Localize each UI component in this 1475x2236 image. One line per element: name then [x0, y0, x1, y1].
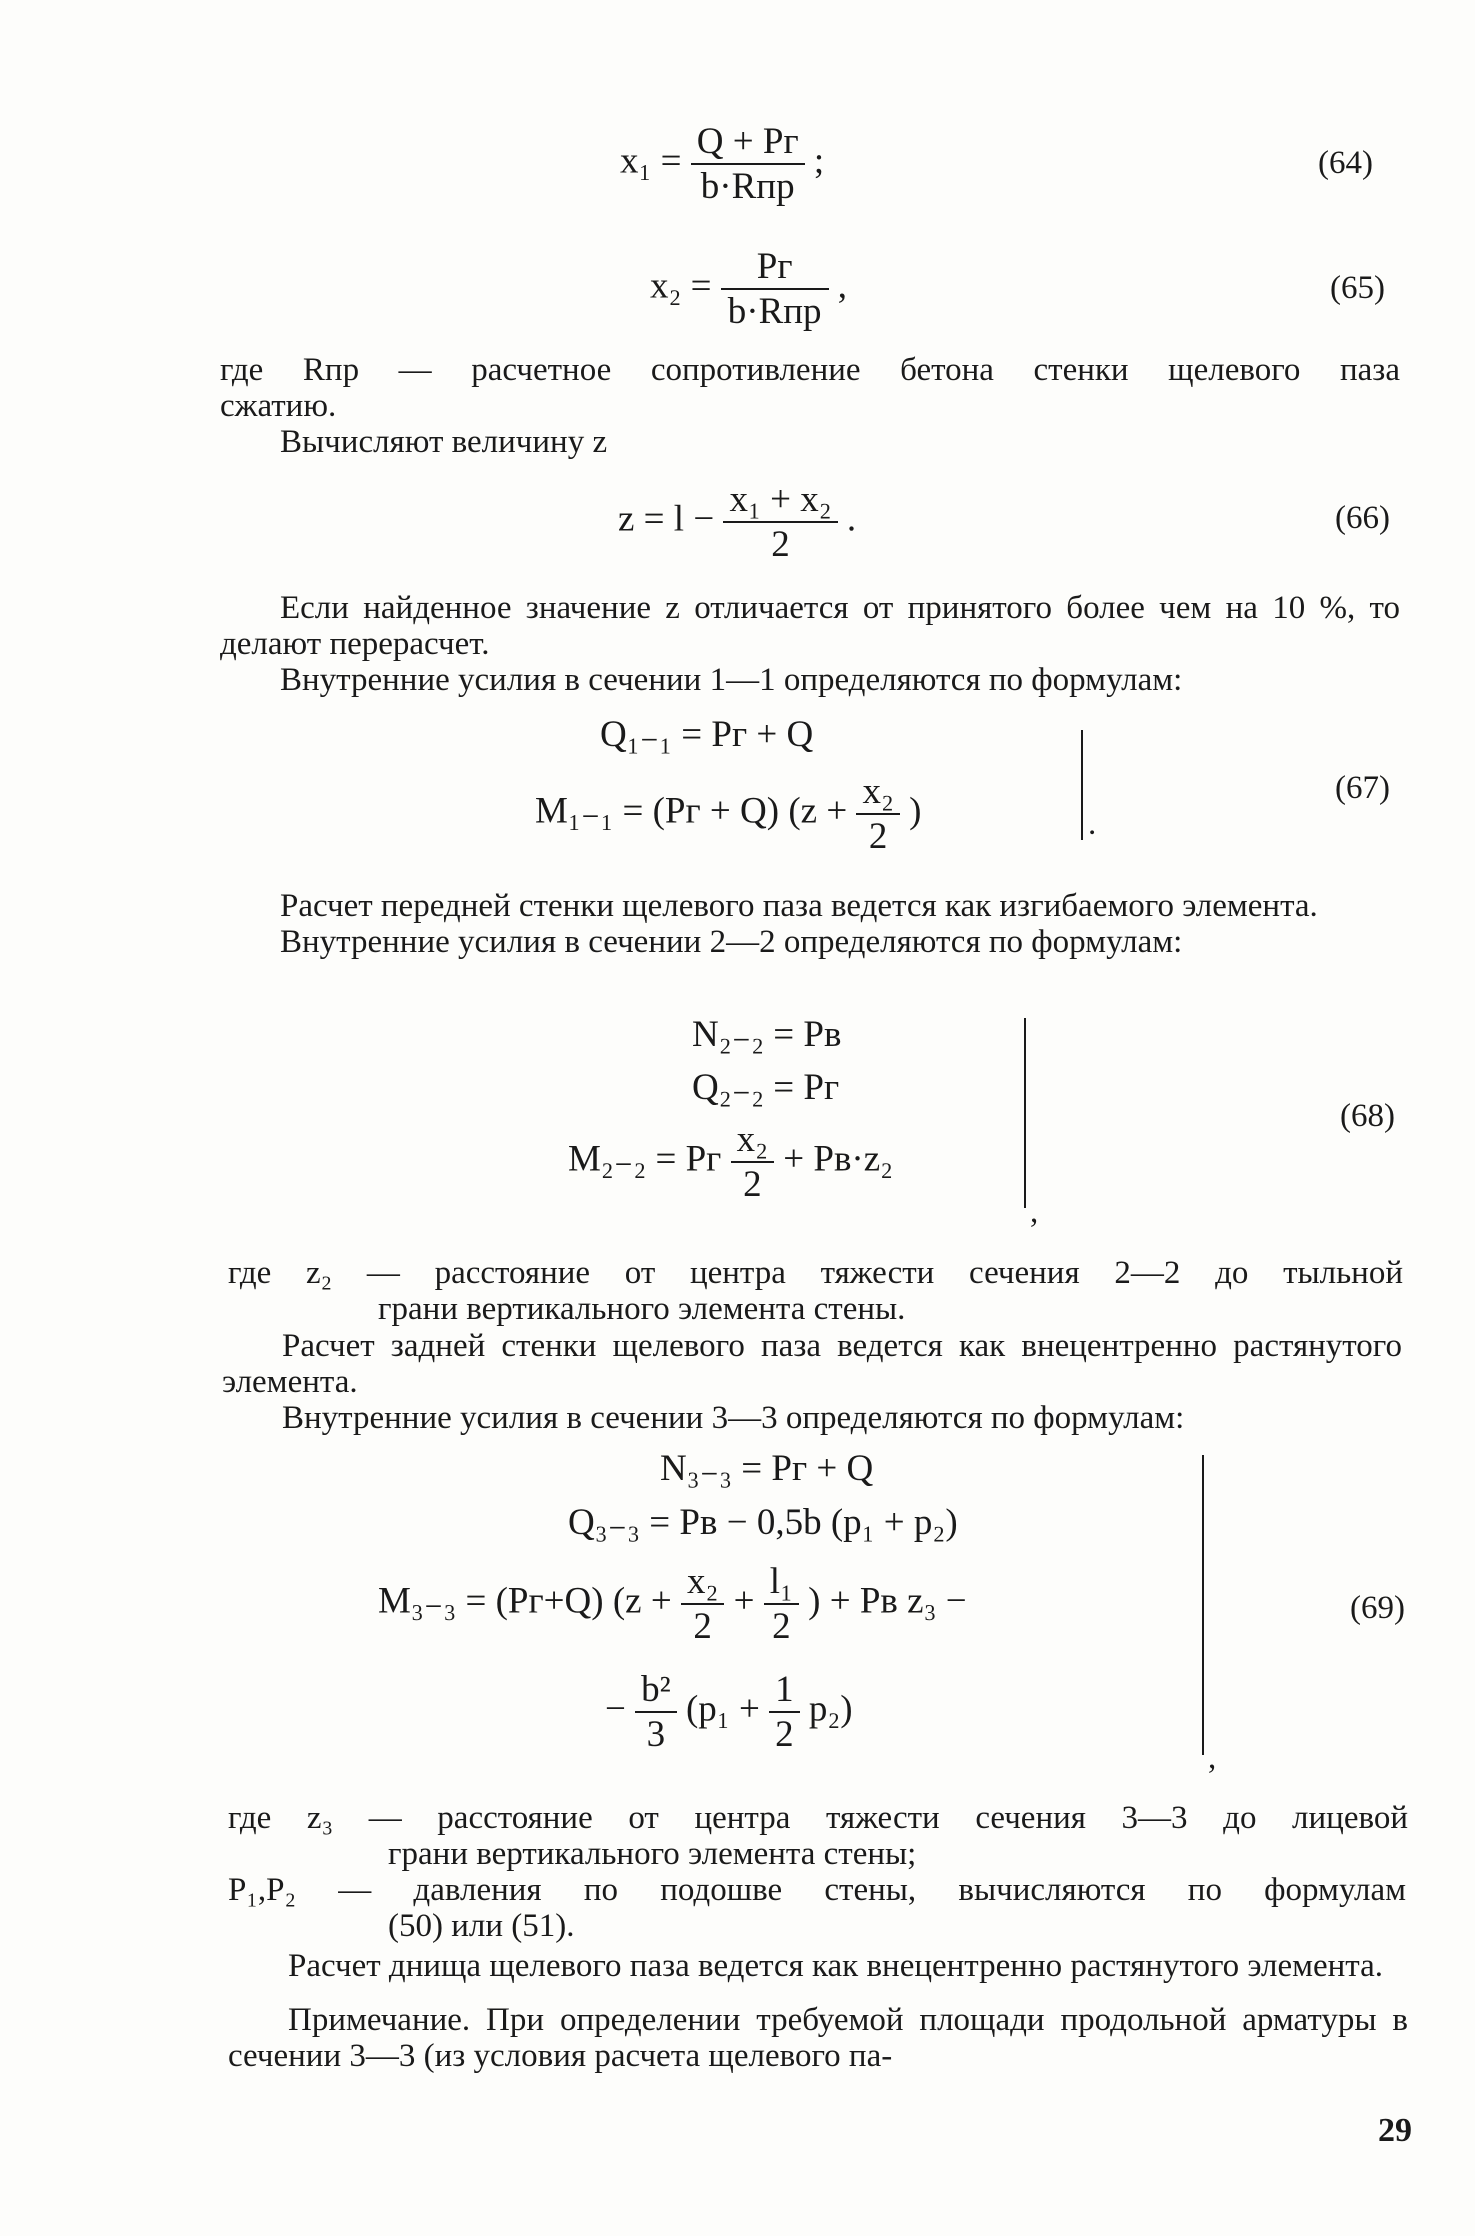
eq69-line-1: N₃₋₃ = Pг + Q [660, 1448, 874, 1489]
eq68-punct: , [1030, 1194, 1039, 1230]
eq64-lhs: x₁ = [620, 140, 682, 182]
eq68-line3-b: + Pв·z₂ [783, 1138, 894, 1180]
eq69-denominator-4: 2 [775, 1714, 794, 1755]
eq69-plus: + [733, 1580, 755, 1622]
eq67-numerator: x₂ [856, 770, 899, 815]
para-z2-definition-end: грани вертикального элемента стены. [378, 1291, 906, 1327]
eq64-numerator: Q + Pг [691, 120, 805, 165]
eq66-numerator: x₁ + x₂ [723, 478, 837, 523]
text-block-5 [222, 1328, 1402, 1436]
eq69-punct: , [1208, 1740, 1217, 1776]
eq67-punct: . [1088, 806, 1097, 842]
para-front-wall: Расчет передней стенки щелевого паза ведется как изгибаемого элемента. [280, 888, 1318, 924]
para-section-1-1: Внутренние усилия в сечении 1—1 определяются по формулам: [280, 662, 1183, 698]
eq68-line3-a: M₂₋₂ = Pг [568, 1138, 722, 1180]
eq68-denominator: 2 [743, 1164, 762, 1205]
eq66-number: (66) [1335, 500, 1390, 536]
eq69-line-2: Q₃₋₃ = Pв − 0,5b (p₁ + p₂) [568, 1502, 958, 1543]
eq69-line4-b: (p₁ + [685, 1688, 760, 1730]
text-block-7 [228, 1948, 1408, 2074]
eq64-number: (64) [1318, 145, 1373, 181]
eq69-line3-a: M₃₋₃ = (Pг+Q) (z + [378, 1580, 672, 1622]
eq69-denominator-1: 2 [693, 1606, 712, 1647]
text-block-1 [220, 352, 1400, 460]
para-z3-definition-end: грани вертикального элемента стены; [388, 1836, 917, 1872]
eq69-line-3 [378, 1560, 967, 1648]
eq64-punct: ; [813, 140, 825, 182]
para-section-2-2: Внутренние усилия в сечении 2—2 определяются по формулам: [280, 924, 1183, 960]
eq65-denominator: b·Rпр [727, 291, 822, 332]
eq68-line-2: Q₂₋₂ = Pг [692, 1067, 840, 1108]
equation-64 [620, 120, 824, 208]
eq69-numerator-3: b² [635, 1668, 677, 1713]
eq69-denominator-3: 3 [646, 1714, 666, 1755]
para-note: Примечание. При определении требуемой площади продольной арматуры в сечении 3—3 (из условия расчета щелевого па- [228, 2002, 1408, 2074]
eq67-line2-a: M₁₋₁ = (Pг + Q) (z + [535, 790, 848, 832]
para-recalculation: Если найденное значение z отличается от принятого более чем на 10 %, то делают перерасчет. [220, 590, 1400, 662]
eq67-line-2 [535, 770, 921, 858]
eq65-numerator: Pг [721, 245, 829, 290]
eq68-line-3 [568, 1118, 893, 1206]
eq65-punct: , [837, 265, 848, 307]
eq68-brace [1018, 1018, 1026, 1208]
para-bottom-slab: Расчет днища щелевого паза ведется как внецентренно растянутого элемента. [288, 1948, 1384, 1984]
para-z2-definition: где z₂ — расстояние от центра тяжести сечения 2—2 до тыльной [228, 1255, 1403, 1291]
equation-66 [618, 478, 856, 566]
equation-65 [650, 245, 847, 333]
eq65-number: (65) [1330, 270, 1385, 306]
eq67-number: (67) [1335, 770, 1390, 806]
page-number: 29 [1378, 2112, 1412, 2149]
eq65-lhs: x₂ = [650, 265, 712, 307]
eq69-fraction-4 [769, 1668, 800, 1756]
para-rear-wall: Расчет задней стенки щелевого паза ведется как внецентренно растянутого элемента. [222, 1328, 1402, 1400]
para-section-3-3: Внутренние усилия в сечении 3—3 определяются по формулам: [282, 1400, 1185, 1436]
eq67-line2-b: ) [909, 790, 922, 832]
eq69-fraction-3 [635, 1668, 677, 1756]
eq67-line-1: Q₁₋₁ = Pг + Q [600, 714, 814, 755]
eq68-numerator: x₂ [731, 1118, 774, 1163]
eq69-brace [1196, 1455, 1204, 1755]
eq64-fraction [691, 120, 805, 208]
eq69-fraction-1 [681, 1560, 724, 1648]
eq67-fraction [856, 770, 899, 858]
eq68-line-1: N₂₋₂ = Pв [692, 1014, 842, 1055]
eq69-fraction-2 [764, 1560, 799, 1648]
eq69-line4-a: − [605, 1688, 626, 1730]
para-p1-p2-definition: P₁,P₂ — давления по подошве стены, вычисляются по формулам [228, 1872, 1406, 1908]
para-p1-p2-definition-end: (50) или (51). [388, 1908, 575, 1944]
eq69-numerator-2: l₁ [764, 1560, 799, 1605]
eq68-fraction [731, 1118, 774, 1206]
eq69-number: (69) [1350, 1590, 1405, 1626]
para-rpr-definition: где Rпр — расчетное сопротивление бетона стенки щелевого паза [220, 352, 1400, 388]
eq69-numerator-4: 1 [769, 1668, 800, 1713]
eq67-denominator: 2 [868, 816, 888, 857]
eq69-line-4 [605, 1668, 853, 1756]
eq68-number: (68) [1340, 1098, 1395, 1134]
eq69-numerator-1: x₂ [681, 1560, 724, 1605]
eq67-brace [1075, 730, 1083, 840]
eq66-denominator: 2 [771, 524, 790, 565]
eq65-fraction [721, 245, 829, 333]
eq64-denominator: b·Rпр [700, 166, 795, 207]
eq69-denominator-2: 2 [772, 1606, 791, 1647]
para-compute-z: Вычисляют величину z [280, 424, 608, 460]
para-rpr-definition-end: сжатию. [220, 388, 337, 424]
text-block-2 [220, 590, 1400, 698]
eq69-line3-b: ) + Pв z₃ − [808, 1580, 967, 1622]
eq66-fraction [723, 478, 837, 566]
para-z3-definition: где z₃ — расстояние от центра тяжести сечения 3—3 до лицевой [228, 1800, 1408, 1836]
eq69-line4-c: p₂) [808, 1688, 853, 1730]
text-block-3 [220, 888, 1400, 960]
eq66-lhs: z = l − [618, 498, 715, 540]
eq66-punct: . [846, 498, 857, 540]
